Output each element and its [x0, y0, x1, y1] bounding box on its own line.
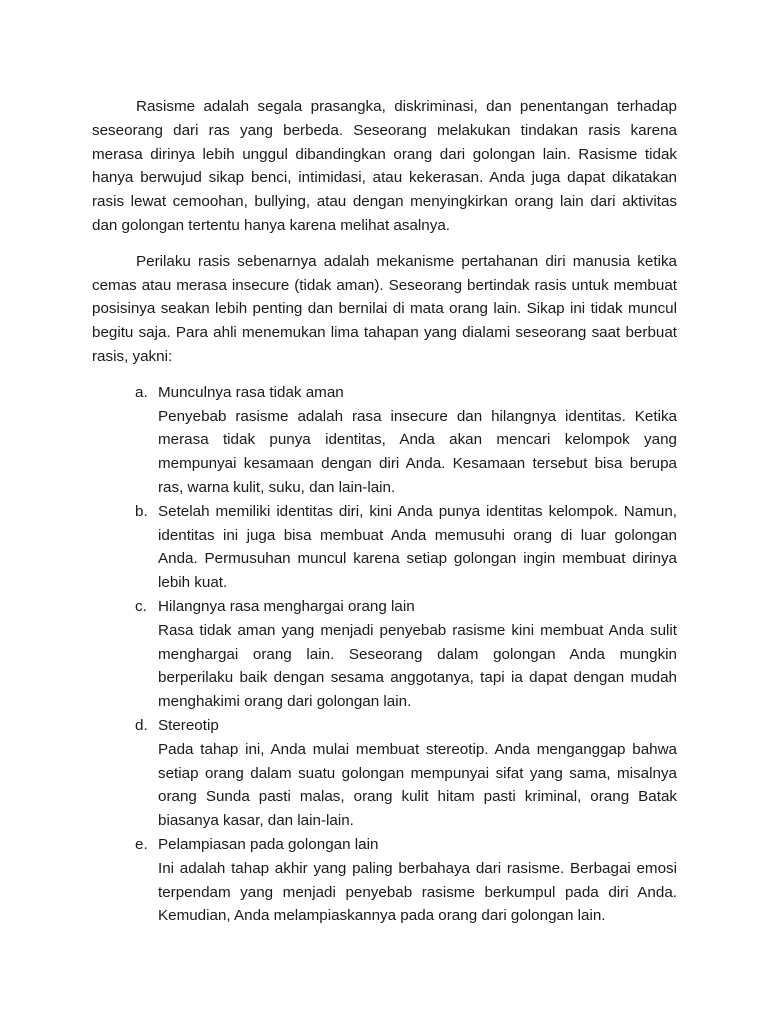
- list-marker: e.: [135, 835, 148, 853]
- list-marker: c.: [135, 597, 147, 615]
- list-item: [92, 500, 677, 595]
- list-marker: a.: [135, 383, 148, 401]
- paragraph-intro: Rasisme adalah segala prasangka, diskriminasi, dan penentangan terhadap seseorang dari ras yang berbeda. Seseorang melakukan tindakan rasis karena merasa dirinya lebih unggul dibandingkan orang dari golongan lain. Rasisme tidak hanya berwujud sikap benci, intimidasi, atau kekerasan. Anda juga dapat dikatakan rasis lewat cemoohan, bullying, atau dengan menyingkirkan orang lain dari aktivitas dan golongan tertentu hanya karena melihat asalnya.: [92, 98, 677, 234]
- list-marker: d.: [135, 716, 148, 734]
- stage-body: Pada tahap ini, Anda mulai membuat stereotip. Anda menganggap bahwa setiap orang dalam suatu golongan mempunyai sifat yang sama, misalnya orang Sunda pasti malas, orang kulit hitam pasti kriminal, orang Batak biasanya kasar, dan lain-lain.: [158, 740, 677, 830]
- stage-title: Hilangnya rasa menghargai orang lain: [158, 597, 415, 615]
- list-item: [92, 714, 677, 833]
- stage-title: Stereotip: [158, 716, 219, 734]
- stage-body: Ini adalah tahap akhir yang paling berbahaya dari rasisme. Berbagai emosi terpendam yang menjadi penyebab rasisme berkumpul pada diri Anda. Kemudian, Anda melampiaskannya pada orang dari golongan lain.: [158, 859, 677, 925]
- stage-title: Pelampiasan pada golongan lain: [158, 835, 379, 853]
- stage-body: Penyebab rasisme adalah rasa insecure dan hilangnya identitas. Ketika merasa tidak punya identitas, Anda akan mencari kelompok yang mempunyai kesamaan dengan diri Anda. Kesamaan tersebut bisa berupa ras, warna kulit, suku, dan lain-lain.: [158, 407, 677, 496]
- paragraph-mechanism: Perilaku rasis sebenarnya adalah mekanisme pertahanan diri manusia ketika cemas atau merasa insecure (tidak aman). Seseorang bertindak rasis untuk membuat posisinya seakan lebih penting dan bernilai di mata orang lain. Sikap ini tidak muncul begitu saja. Para ahli menemukan lima tahapan yang dialami seseorang saat berbuat rasis, yakni:: [92, 252, 677, 365]
- document-page: [92, 95, 677, 928]
- stages-list: [92, 381, 677, 928]
- list-item: [92, 595, 677, 714]
- stage-title: Munculnya rasa tidak aman: [158, 383, 344, 401]
- list-item: [92, 833, 677, 928]
- list-marker: b.: [135, 502, 148, 520]
- stage-body: Setelah memiliki identitas diri, kini Anda punya identitas kelompok. Namun, identitas ini juga bisa membuat Anda memusuhi orang di luar golongan Anda. Permusuhan muncul karena setiap golongan ingin membuat dirinya lebih kuat.: [158, 502, 677, 592]
- list-item: [92, 381, 677, 500]
- stage-body: Rasa tidak aman yang menjadi penyebab rasisme kini membuat Anda sulit menghargai orang lain. Seseorang dalam golongan Anda mungkin berperilaku baik dengan sesama anggotanya, tapi ia dapat dengan mudah menghakimi orang dari golongan lain.: [158, 621, 677, 711]
